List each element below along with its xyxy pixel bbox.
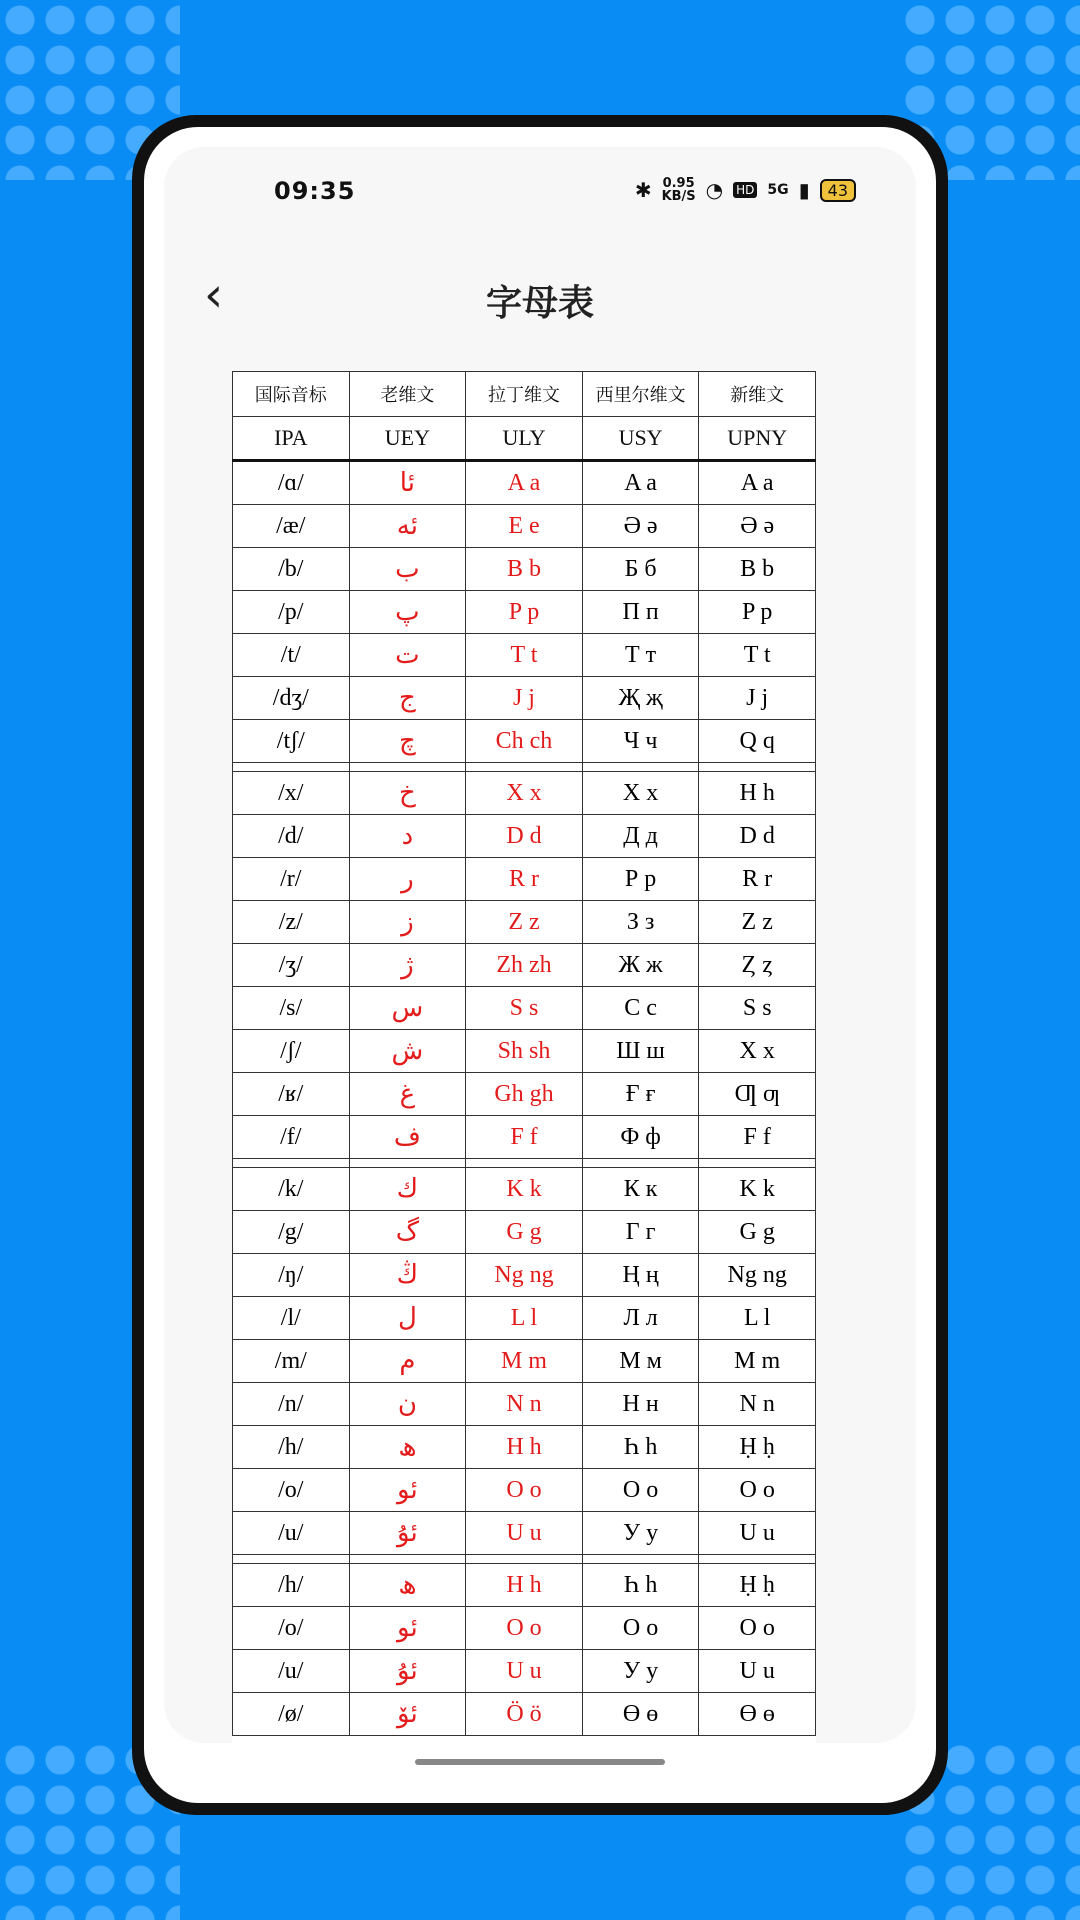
table-row — [233, 944, 816, 987]
table-cell: Ch ch — [466, 720, 583, 763]
table-cell: G g — [699, 1211, 816, 1254]
table-row — [233, 1426, 816, 1469]
hd-badge: HD — [733, 182, 757, 198]
table-cell: /ɑ/ — [233, 461, 350, 505]
table-cell: E e — [466, 505, 583, 548]
table-cell: H h — [466, 1426, 583, 1469]
table-cell: Ф ф — [582, 1116, 699, 1159]
net-speed-value: 0.95 — [662, 176, 695, 191]
status-bar — [164, 177, 916, 217]
table-row — [233, 1564, 816, 1607]
header-zh-uey: 老维文 — [349, 372, 466, 417]
table-cell: ب — [349, 548, 466, 591]
table-cell: D d — [699, 815, 816, 858]
table-cell: /k/ — [233, 1168, 350, 1211]
net-speed-unit: KB/S — [661, 189, 696, 204]
table-cell: K k — [466, 1168, 583, 1211]
table-cell: /ʒ/ — [233, 944, 350, 987]
table-cell: U u — [699, 1650, 816, 1693]
table-section-break — [233, 763, 816, 772]
table-cell: /t/ — [233, 634, 350, 677]
table-cell: /f/ — [233, 1116, 350, 1159]
table-cell: Р р — [582, 858, 699, 901]
table-cell: س — [349, 987, 466, 1030]
table-row — [233, 1693, 816, 1736]
table-cell: Һ һ — [582, 1426, 699, 1469]
table-cell: ھ — [349, 1564, 466, 1607]
app-surface — [164, 147, 916, 1743]
table-gap-cell — [349, 1555, 466, 1564]
table-gap-cell — [466, 1555, 583, 1564]
table-cell: ئا — [349, 461, 466, 505]
table-cell: ل — [349, 1297, 466, 1340]
table-cell: Ч ч — [582, 720, 699, 763]
table-row — [233, 858, 816, 901]
signal-icon: ▮ — [798, 178, 810, 202]
table-cell: ئە — [349, 505, 466, 548]
table-row — [233, 772, 816, 815]
table-cell: Ә ә — [582, 505, 699, 548]
table-cell: Ғ ғ — [582, 1073, 699, 1116]
table-cell: U u — [466, 1512, 583, 1555]
table-cell: М м — [582, 1340, 699, 1383]
table-cell: Җ җ — [582, 677, 699, 720]
table-gap-cell — [233, 1555, 350, 1564]
table-cell: ئو — [349, 1607, 466, 1650]
table-cell: S s — [699, 987, 816, 1030]
table-row — [233, 591, 816, 634]
table-row — [233, 987, 816, 1030]
table-gap-cell — [466, 1159, 583, 1168]
table-cell: Һ һ — [582, 1564, 699, 1607]
table-cell: С с — [582, 987, 699, 1030]
table-cell: /o/ — [233, 1469, 350, 1512]
table-row — [233, 1254, 816, 1297]
table-cell: Ƣ ƣ — [699, 1073, 816, 1116]
table-row — [233, 548, 816, 591]
table-cell: У у — [582, 1650, 699, 1693]
table-cell: /g/ — [233, 1211, 350, 1254]
table-cell: O o — [699, 1469, 816, 1512]
table-gap-cell — [699, 1555, 816, 1564]
table-cell: ز — [349, 901, 466, 944]
page-title: 字母表 — [485, 283, 594, 324]
table-cell: Л л — [582, 1297, 699, 1340]
table-gap-cell — [349, 1159, 466, 1168]
table-cell: خ — [349, 772, 466, 815]
table-cell: ش — [349, 1030, 466, 1073]
table-cell: ر — [349, 858, 466, 901]
header-code-uey: UEY — [349, 417, 466, 461]
table-cell: Ng ng — [699, 1254, 816, 1297]
table-cell: A a — [582, 461, 699, 505]
table-cell: /b/ — [233, 548, 350, 591]
chevron-left-icon: ‹ — [204, 267, 224, 323]
alphabet-table — [232, 371, 816, 1736]
table-cell: ن — [349, 1383, 466, 1426]
table-cell: R r — [466, 858, 583, 901]
table-cell: /h/ — [233, 1426, 350, 1469]
table-cell: У у — [582, 1512, 699, 1555]
table-section-break — [233, 1159, 816, 1168]
table-cell: چ — [349, 720, 466, 763]
table-cell: R r — [699, 858, 816, 901]
table-cell: /u/ — [233, 1512, 350, 1555]
table-cell: پ — [349, 591, 466, 634]
header-zh-upny: 新维文 — [699, 372, 816, 417]
table-section-break — [233, 1555, 816, 1564]
table-cell: N n — [699, 1383, 816, 1426]
table-cell: Ng ng — [466, 1254, 583, 1297]
table-cell: Н н — [582, 1383, 699, 1426]
table-cell: /u/ — [233, 1650, 350, 1693]
table-cell: /z/ — [233, 901, 350, 944]
table-cell: غ — [349, 1073, 466, 1116]
table-cell: ڭ — [349, 1254, 466, 1297]
table-cell: M m — [466, 1340, 583, 1383]
table-row — [233, 1650, 816, 1693]
table-cell: A a — [466, 461, 583, 505]
app-bar — [164, 267, 916, 337]
table-cell: U u — [699, 1512, 816, 1555]
table-cell: P p — [699, 591, 816, 634]
table-cell: /h/ — [233, 1564, 350, 1607]
table-row — [233, 815, 816, 858]
table-cell: F f — [699, 1116, 816, 1159]
table-cell: ئۆ — [349, 1693, 466, 1736]
table-row — [233, 1512, 816, 1555]
phone-screen — [144, 127, 936, 1803]
net-speed — [662, 177, 696, 203]
table-cell: T t — [699, 634, 816, 677]
table-cell: /d/ — [233, 815, 350, 858]
table-row — [233, 677, 816, 720]
table-cell: Д д — [582, 815, 699, 858]
table-cell: О о — [582, 1607, 699, 1650]
table-cell: /l/ — [233, 1297, 350, 1340]
phone-frame — [132, 115, 948, 1815]
header-code-usy: USY — [582, 417, 699, 461]
table-cell: ج — [349, 677, 466, 720]
table-cell: /dʒ/ — [233, 677, 350, 720]
table-cell: O o — [466, 1469, 583, 1512]
table-row — [233, 1297, 816, 1340]
header-code-ipa: IPA — [233, 417, 350, 461]
table-cell: ھ — [349, 1426, 466, 1469]
table-cell: گ — [349, 1211, 466, 1254]
header-zh-usy: 西里尔维文 — [582, 372, 699, 417]
table-row — [233, 1211, 816, 1254]
signal-label: 5G — [767, 182, 789, 198]
table-cell: F f — [466, 1116, 583, 1159]
table-row — [233, 1073, 816, 1116]
table-cell: O o — [466, 1607, 583, 1650]
table-cell: M m — [699, 1340, 816, 1383]
table-cell: د — [349, 815, 466, 858]
table-row — [233, 1383, 816, 1426]
table-cell: ك — [349, 1168, 466, 1211]
table-cell: A a — [699, 461, 816, 505]
table-cell: U u — [466, 1650, 583, 1693]
table-row — [233, 461, 816, 505]
table-cell: Gh gh — [466, 1073, 583, 1116]
table-cell: H h — [699, 772, 816, 815]
table-cell: P p — [466, 591, 583, 634]
table-cell: Sh sh — [466, 1030, 583, 1073]
table-cell: X x — [466, 772, 583, 815]
table-cell: /tʃ/ — [233, 720, 350, 763]
header-code-uly: ULY — [466, 417, 583, 461]
table-cell: Zh zh — [466, 944, 583, 987]
table-gap-cell — [233, 1159, 350, 1168]
table-cell: K k — [699, 1168, 816, 1211]
table-gap-cell — [582, 1555, 699, 1564]
status-icons — [635, 177, 856, 203]
table-gap-cell — [582, 763, 699, 772]
table-row — [233, 1030, 816, 1073]
table-cell: X x — [699, 1030, 816, 1073]
table-gap-cell — [349, 763, 466, 772]
table-cell: К к — [582, 1168, 699, 1211]
table-cell: B b — [466, 548, 583, 591]
table-cell: /r/ — [233, 858, 350, 901]
header-row-zh — [233, 372, 816, 417]
table-cell: O o — [699, 1607, 816, 1650]
table-cell: Б б — [582, 548, 699, 591]
table-cell: S s — [466, 987, 583, 1030]
table-cell: ت — [349, 634, 466, 677]
table-row — [233, 1116, 816, 1159]
table-cell: /s/ — [233, 987, 350, 1030]
table-row — [233, 505, 816, 548]
table-cell: Ң ң — [582, 1254, 699, 1297]
table-row — [233, 901, 816, 944]
table-gap-cell — [466, 763, 583, 772]
table-cell: ئۇ — [349, 1650, 466, 1693]
table-cell: Z z — [699, 901, 816, 944]
table-row — [233, 634, 816, 677]
table-cell: L l — [699, 1297, 816, 1340]
table-cell: T t — [466, 634, 583, 677]
header-zh-ipa: 国际音标 — [233, 372, 350, 417]
table-cell: B b — [699, 548, 816, 591]
table-cell: /n/ — [233, 1383, 350, 1426]
home-indicator[interactable] — [415, 1759, 665, 1765]
table-cell: Ȥ ȥ — [699, 944, 816, 987]
table-cell: Ө ө — [699, 1693, 816, 1736]
table-cell: ئۇ — [349, 1512, 466, 1555]
table-cell: /m/ — [233, 1340, 350, 1383]
table-cell: Х х — [582, 772, 699, 815]
table-cell: Ö ö — [466, 1693, 583, 1736]
table-cell: /ʁ/ — [233, 1073, 350, 1116]
table-gap-cell — [582, 1159, 699, 1168]
table-cell: Ḥ ḥ — [699, 1426, 816, 1469]
table-cell: H h — [466, 1564, 583, 1607]
table-cell: Ə ə — [699, 505, 816, 548]
table-cell: /p/ — [233, 591, 350, 634]
alphabet-table-image — [232, 371, 816, 1743]
wifi-icon: ◔ — [705, 178, 724, 202]
table-cell: J j — [466, 677, 583, 720]
header-code-upny: UPNY — [699, 417, 816, 461]
battery-indicator: 43 — [820, 179, 856, 202]
table-cell: /ʃ/ — [233, 1030, 350, 1073]
table-cell: П п — [582, 591, 699, 634]
table-row — [233, 1469, 816, 1512]
table-cell: /æ/ — [233, 505, 350, 548]
table-gap-cell — [699, 1159, 816, 1168]
header-row-code — [233, 417, 816, 461]
table-cell: Q q — [699, 720, 816, 763]
table-cell: /ŋ/ — [233, 1254, 350, 1297]
table-cell: О о — [582, 1469, 699, 1512]
table-cell: /ø/ — [233, 1693, 350, 1736]
table-row — [233, 1340, 816, 1383]
table-cell: L l — [466, 1297, 583, 1340]
table-gap-cell — [699, 763, 816, 772]
status-time: 09:35 — [274, 177, 356, 205]
table-cell: Ш ш — [582, 1030, 699, 1073]
table-row — [233, 720, 816, 763]
table-gap-cell — [233, 763, 350, 772]
table-cell: Ж ж — [582, 944, 699, 987]
table-cell: Т т — [582, 634, 699, 677]
table-cell: N n — [466, 1383, 583, 1426]
table-cell: G g — [466, 1211, 583, 1254]
bluetooth-icon: ✱ — [634, 178, 652, 202]
table-cell: Ө ө — [582, 1693, 699, 1736]
table-row — [233, 1168, 816, 1211]
header-zh-uly: 拉丁维文 — [466, 372, 583, 417]
table-cell: /x/ — [233, 772, 350, 815]
table-cell: ژ — [349, 944, 466, 987]
table-cell: Г г — [582, 1211, 699, 1254]
table-cell: م — [349, 1340, 466, 1383]
table-body — [233, 461, 816, 1736]
table-cell: ئو — [349, 1469, 466, 1512]
table-cell: Ḥ ḥ — [699, 1564, 816, 1607]
table-cell: /o/ — [233, 1607, 350, 1650]
table-row — [233, 1607, 816, 1650]
table-cell: J j — [699, 677, 816, 720]
table-cell: З з — [582, 901, 699, 944]
table-cell: ف — [349, 1116, 466, 1159]
table-cell: D d — [466, 815, 583, 858]
table-cell: Z z — [466, 901, 583, 944]
